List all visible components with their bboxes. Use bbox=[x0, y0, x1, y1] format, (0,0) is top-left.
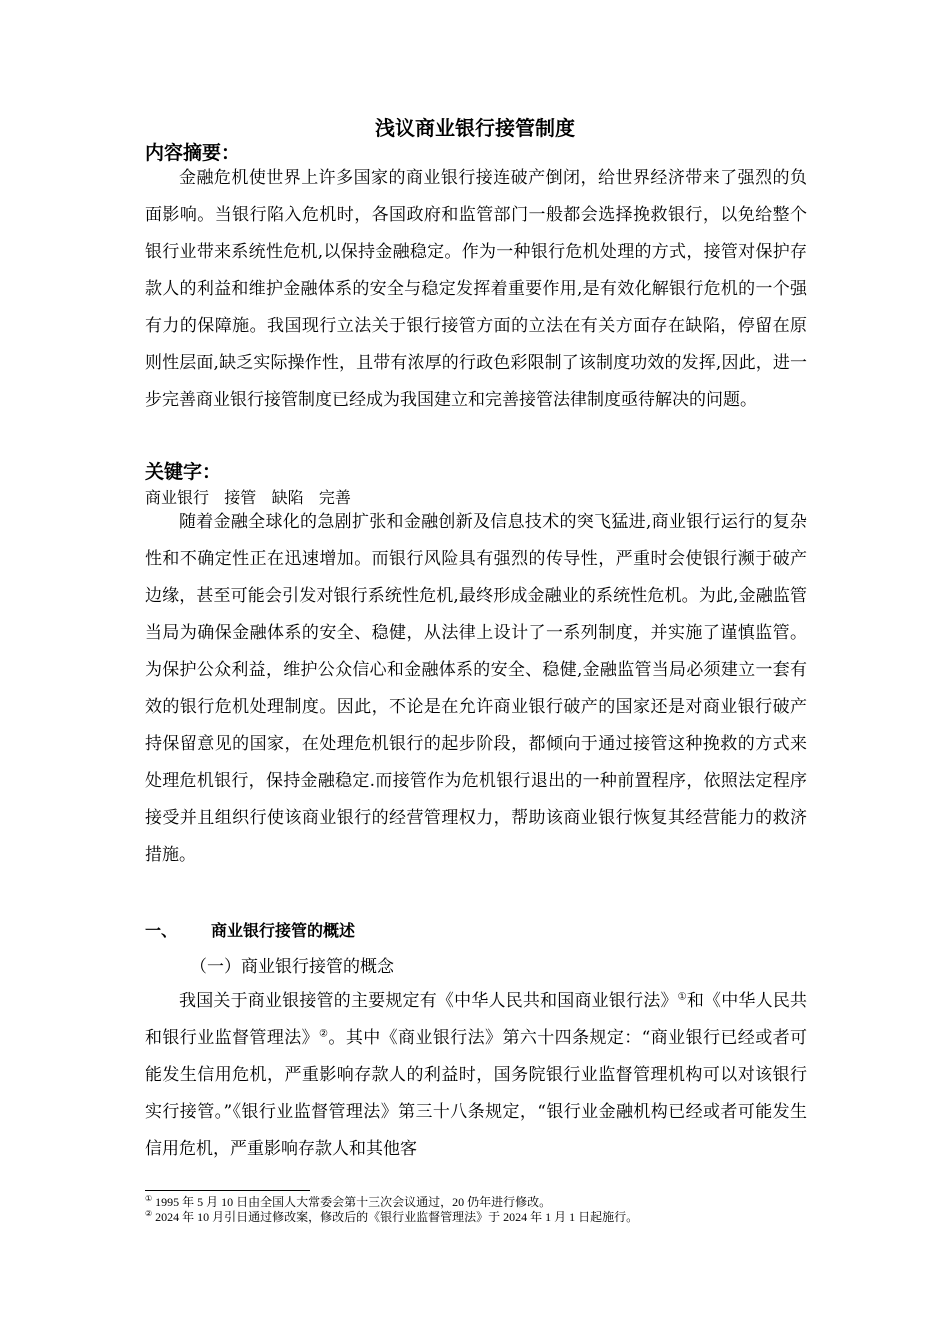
section-title-text: 商业银行接管的概述 bbox=[211, 921, 356, 940]
section-heading bbox=[145, 918, 355, 944]
paragraph-text: 和《中华人民共和银行业监督管理法》 bbox=[145, 991, 808, 1048]
abstract-text: 金融危机使世界上许多国家的商业银行接连破产倒闭，给世界经济带来了强烈的负面影响。当银行陷入危机时，各国政府和监管部门一般都会选择挽救银行，以免给整个银行业带来系统性危机,以保持金融稳定。作为一种银行危机处理的方式，接管对保护存款人的利益和维护金融体系的安全与稳定发挥着重要作用,是有效化解银行危机的一个强有力的保障施。我国现行立法关于银行接管方面的立法在有关方面存在缺陷，停留在原则性层面,缺乏实际操作性，且带有浓厚的行政色彩限制了该制度功效的发挥,因此，进一步完善商业银行接管制度已经成为我国建立和完善接管法律制度亟待解决的问题。 bbox=[145, 168, 807, 410]
footnote-ref[interactable]: ② bbox=[319, 1028, 329, 1040]
paragraph-text: 。其中《商业银行法》第六十四条规定：“商业银行已经或者可能发生信用危机，严重影响存款人的利益时，国务院银行业监督管理机构可以对该银行实行接管。”《银行业监督管理法》第三十八条规定，“银行业金融机构已经或者可能发生信用危机，严重影响存款人和其他客 bbox=[145, 1028, 808, 1159]
subsection-heading: （一）商业银行接管的概念 bbox=[190, 957, 394, 977]
footnote-mark: ② bbox=[145, 1209, 153, 1218]
footnote-text: 2024 年 10 月引日通过修改案，修改后的《银行业监督管理法》于 2024 年 1 月 1 日起施行。 bbox=[155, 1210, 639, 1224]
intro-paragraph: 随着金融全球化的急剧扩张和金融创新及信息技术的突飞猛进,商业银行运行的复杂性和不确定性正在迅速增加。而银行风险具有强烈的传导性，严重时会使银行濒于破产边缘，甚至可能会引发对银行系统性危机,最终形成金融业的系统性危机。为此,金融监管当局为确保金融体系的安全、稳健，从法律上设计了一系列制度，并实施了谨慎监管。为保护公众利益，维护公众信心和金融体系的安全、稳健,金融监管当局必须建立一套有效的银行危机处理制度。因此，不论是在允许商业银行破产的国家还是对商业银行破产持保留意见的国家，在处理危机银行的起步阶段，都倾向于通过接管这种挽救的方式来处理危机银行，保持金融稳定.而接管作为危机银行退出的一种前置程序，依照法定程序接受并且组织行使该商业银行的经营管理权力，帮助该商业银行恢复其经营能力的救济措施。 bbox=[145, 512, 807, 865]
footnote-mark: ① bbox=[145, 1194, 153, 1203]
document-title: 浅议商业银行接管制度 bbox=[375, 116, 575, 140]
footnotes bbox=[145, 1195, 845, 1225]
keyword-item: 接管 bbox=[224, 488, 257, 507]
footnote bbox=[145, 1195, 845, 1210]
footnote-divider bbox=[145, 1190, 310, 1191]
footnote-ref[interactable]: ① bbox=[677, 991, 687, 1003]
section-paragraph bbox=[145, 983, 807, 1168]
keyword-item: 完善 bbox=[318, 488, 351, 507]
keywords-heading: 关键字： bbox=[145, 461, 222, 483]
section-number: 一、 bbox=[145, 921, 178, 940]
keyword-item: 商业银行 bbox=[145, 488, 210, 507]
abstract-heading: 内容摘要： bbox=[145, 142, 241, 164]
paragraph-text: 我国关于商业银接管的主要规定有《中华人民共和国商业银行法》 bbox=[179, 991, 678, 1011]
footnote-text: 1995 年 5 月 10 日由全国人大常委会第十三次会议通过，20 仍年进行修改。 bbox=[155, 1195, 552, 1209]
keyword-item: 缺陷 bbox=[271, 488, 304, 507]
footnote bbox=[145, 1210, 845, 1225]
